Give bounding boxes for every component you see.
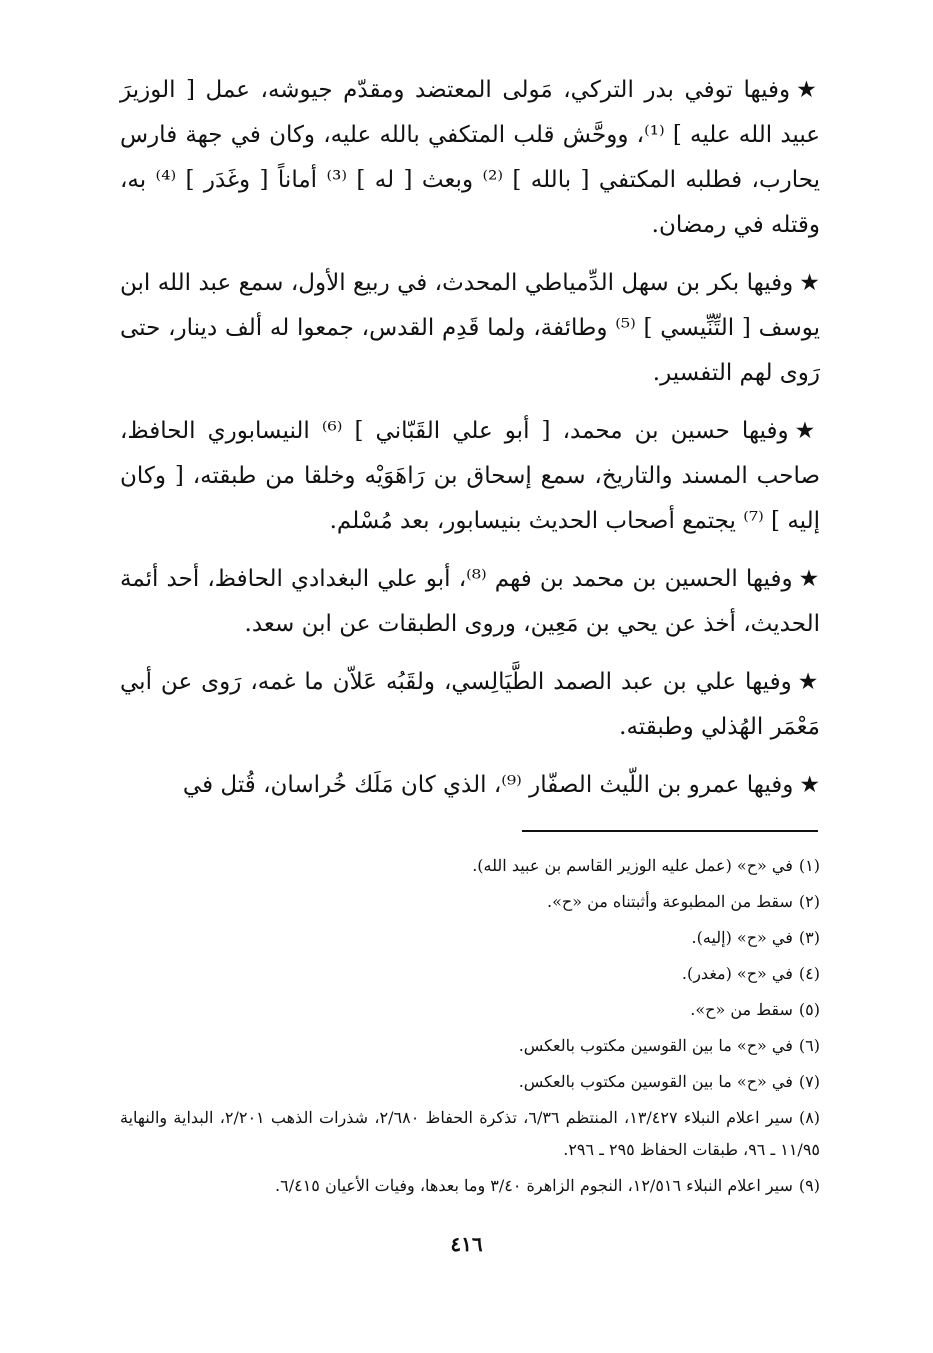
footnote-number: (٢)	[798, 892, 820, 911]
star-icon: ★	[798, 566, 820, 592]
footnote	[120, 1066, 820, 1098]
paragraph-text: وفيها بكر بن سهل الدِّمياطي المحدث، في ربيع الأول، سمع عبد الله ابن يوسف [ التِّنِّيسي ] ⁽⁵⁾ وطائفة، ولما قَدِم القدس، جمعوا له ألف دينار، حتى رَوى لهم التفسير.	[120, 270, 820, 386]
paragraph-text: وفيها توفي بدر التركي، مَولى المعتضد ومقدّم جيوشه، عمل [ الوزيرَ عبيد الله عليه ] ⁽¹⁾، ووحَّش قلب المتكفي بالله عليه، وكان في جهة فارس يحارب، فطلبه المكتفي [ بالله ] ⁽²⁾ وبعث [ له ] ⁽³⁾ أماناً [ وغَدَر ] ⁽⁴⁾ به، وقتله في رمضان.	[120, 77, 821, 238]
paragraph-al-husayn-ibn-fahm	[120, 557, 820, 647]
main-text	[120, 68, 820, 821]
paragraph-badr-al-turki	[120, 68, 820, 248]
paragraph-amr-al-saffar	[120, 763, 820, 808]
paragraph-ali-al-tayalisi	[120, 660, 820, 750]
footnote-text: سقط من المطبوعة وأثبتناه من «ح».	[547, 892, 793, 911]
footnote	[120, 850, 820, 882]
footnote	[120, 922, 820, 954]
star-icon: ★	[797, 669, 821, 695]
footnote-number: (٦)	[798, 1036, 820, 1055]
footnote-text: سير اعلام النبلاء ١٢/٥١٦، النجوم الزاهرة ٣/٤٠ وما بعدها، وفيات الأعيان ٦/٤١٥.	[275, 1176, 793, 1195]
footnote-number: (٩)	[798, 1176, 820, 1195]
star-icon: ★	[799, 772, 820, 798]
star-icon: ★	[796, 77, 820, 103]
footnote-text: في «ح» (مغدر).	[681, 964, 793, 983]
paragraph-husayn-ibn-muhammad	[120, 409, 820, 544]
page-number: ٤١٦	[450, 1232, 483, 1256]
footnote-text: في «ح» ما بين القوسين مكتوب بالعكس.	[518, 1036, 793, 1055]
footnote-number: (٥)	[798, 1000, 820, 1019]
paragraph-bakr-ibn-sahl	[120, 261, 820, 396]
footnote-text: سير اعلام النبلاء ١٣/٤٢٧، المنتظم ٦/٣٦، تذكرة الحفاظ ٢/٦٨٠، شذرات الذهب ٢/٢٠١، البداية والنهاية ١١/٩٥ ـ ٩٦، طبقات الحفاظ ٢٩٥ ـ ٢٩٦.	[120, 1108, 820, 1159]
star-icon: ★	[794, 418, 820, 444]
footnote-number: (٤)	[798, 964, 820, 983]
paragraph-text: وفيها حسين بن محمد، [ أبو علي القَبّاني ] ⁽⁶⁾ النيسابوري الحافظ، صاحب المسند والتاريخ، سمع إسحاق بن رَاهَوَيْه وخلقا من طبقته، [ وكان إليه ] ⁽⁷⁾ يجتمع أصحاب الحديث بنيسابور، بعد مُسْلم.	[120, 418, 820, 534]
footnote	[120, 1030, 820, 1062]
footnote-number: (٣)	[798, 928, 820, 947]
footnote	[120, 886, 820, 918]
footnote-number: (٨)	[798, 1108, 821, 1127]
footnote-number: (١)	[798, 856, 820, 875]
paragraph-text: وفيها عمرو بن اللّيث الصفّار ⁽⁹⁾، الذي كان مَلَك خُراسان، قُتل في	[182, 772, 794, 798]
footnote-divider	[522, 830, 818, 832]
star-icon: ★	[799, 270, 821, 296]
footnote	[120, 958, 820, 990]
footnote-text: سقط من «ح».	[690, 1000, 793, 1019]
footnote-number: (٧)	[798, 1072, 820, 1091]
paragraph-text: وفيها علي بن عبد الصمد الطَّيَالِسي، ولقَبُه عَلاّن ما غمه، رَوى عن أبي مَعْمَر الهُذلي وطبقته.	[120, 669, 820, 740]
footnote-text: في «ح» (عمل عليه الوزير القاسم بن عبيد الله).	[472, 856, 793, 875]
footnote	[120, 994, 820, 1026]
footnotes	[120, 850, 820, 1206]
footnote-text: في «ح» (إليه).	[691, 928, 793, 947]
footnote	[120, 1170, 820, 1202]
footnote	[120, 1102, 820, 1166]
footnote-text: في «ح» ما بين القوسين مكتوب بالعكس.	[518, 1072, 793, 1091]
paragraph-text: وفيها الحسين بن محمد بن فهم ⁽⁸⁾، أبو علي البغدادي الحافظ، أحد أئمة الحديث، أخذ عن يحي بن مَعِين، وروى الطبقات عن ابن سعد.	[120, 566, 820, 637]
